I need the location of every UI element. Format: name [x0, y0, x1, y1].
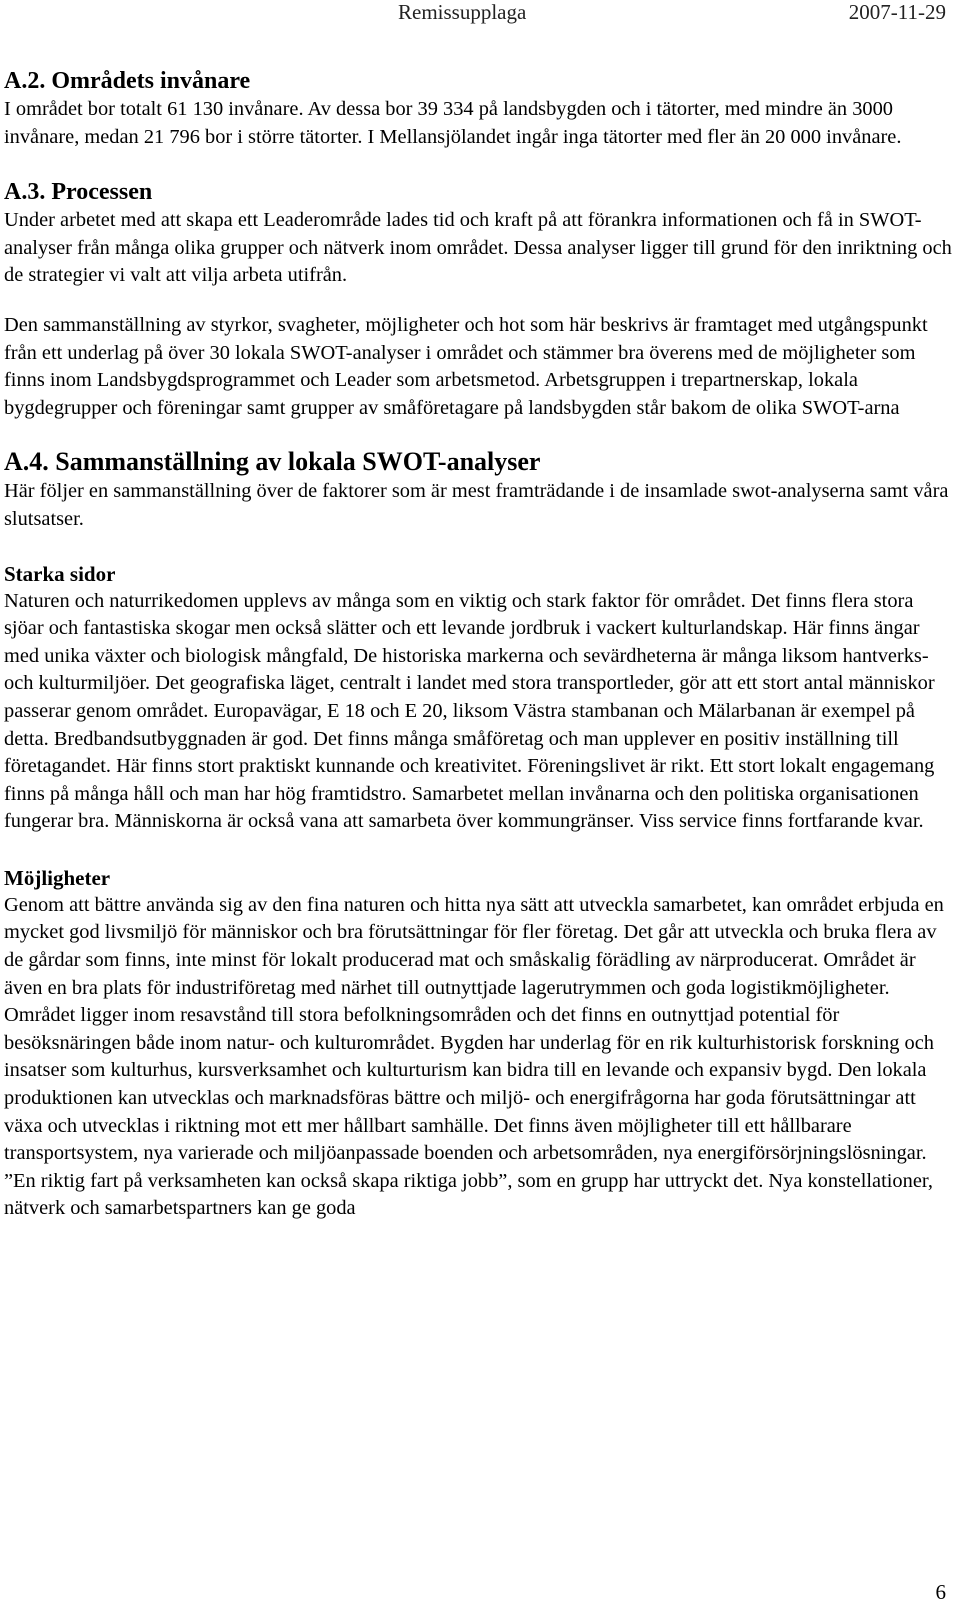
paragraph-process-2: Den sammanställning av styrkor, svagheter, möjligheter och hot som här beskrivs är framtaget med utgångspunkt från ett underlag på över 30 lokala SWOT-analyser i området och stämmer bra överens med de möjligheter som finns inom Landsbygdsprogrammet och Leader som arbetsmetod. Arbetsgruppen i trepartnerskap, lokala bygdegrupper och föreningar samt grupper av småföretagare på landsbygden står bakom de olika SWOT-arna: [4, 313, 928, 419]
document-body: [4, 66, 954, 1223]
header-title: Remissupplaga: [398, 0, 527, 24]
page-header: [0, 0, 960, 30]
paragraph-swot-intro: Här följer en sammanställning över de faktorer som är mest framträdande i de insamlade swot-analyserna samt våra slutsatser.: [4, 480, 949, 530]
header-date: 2007-11-29: [848, 0, 946, 24]
subheading-opportunities: Möjligheter: [4, 865, 111, 890]
paragraph-opportunities: Genom att bättre använda sig av den fina naturen och hitta nya sätt att utveckla samarbetet, kan området erbjuda en mycket god livsmiljö för människor och bra förutsättningar för fler företag. Det går att utveckla och bruka flera av de gårdar som finns, inte minst för lokalt producerad mat och småskalig förädling av närproducerat. Området är även en bra plats för industriföretag med närhet till outnyttjade lagerutrymmen och goda logistikmöjligheter. Området ligger inom resavstånd till stora befolkningsområden och det finns en outnyttjad potential för besöksnäringen både inom natur- och kulturområdet. Bygden har underlag för en rik kulturhistorisk forskning och insatser som kulturhus, kursverksamhet och kulturturism kan bidra till en levande och expansiv bygd. Den lokala produktionen kan utvecklas och marknadsföras bättre och miljö- och energifrågorna har goda förutsättningar att växa och utvecklas i riktning mot ett mer hållbart samhälle. Det finns även möjligheter till ett hållbarare transportsystem, nya varierade och miljöanpassade boenden och arbetsområden, nya energiförsörjningslösningar. ”En riktig fart på verksamheten kan också skapa riktiga jobb”, som en grupp har uttryckt det. Nya konstellationer, nätverk och samarbetspartners kan ge goda: [4, 893, 944, 1220]
paragraph-process-1: Under arbetet med att skapa ett Leaderområde lades tid och kraft på att förankra informationen och få in SWOT-analyser från många olika grupper och nätverk inom området. Dessa analyser ligger till grund för den inriktning och de strategier vi valt att vilja arbeta utifrån.: [4, 209, 952, 287]
paragraph-population: I området bor totalt 61 130 invånare. Av dessa bor 39 334 på landsbygden och i tätorter, med mindre än 3000 invånare, medan 21 796 bor i större tätorter. I Mellansjölandet ingår inga tätorter med fler än 20 000 invånare.: [4, 98, 902, 148]
paragraph-strengths: Naturen och naturrikedomen upplevs av många som en viktig och stark faktor för området. Det finns flera stora sjöar och fantastiska skogar men också slätter och ett levande jordbruk i vackert kulturlandskap. Här finns ängar med unika växter och biologisk mångfald, De historiska markerna och sevärdheterna är många liksom hantverks- och kulturmiljöer. Det geografiska läget, centralt i landet med stora transportleder, gör att ett stort antal människor passerar genom området. Europavägar, E 18 och E 20, liksom Västra stambanan och Mälarbanan är exempel på detta. Bredbandsutbyggnaden är god. Det finns många småföretag och man upplever en positiv inställning till företagandet. Här finns stort praktiskt kunnande och kreativitet. Föreningslivet är rikt. Ett stort lokalt engagemang finns på många håll och man har hög framtidstro. Samarbetet mellan invånarna och den politiska organisationen fungerar bra. Människorna är också vana att samarbeta över kommungränser. Viss service finns fortfarande kvar.: [4, 589, 935, 833]
section-heading-a4: A.4. Sammanställning av lokala SWOT-analyser: [4, 447, 541, 477]
page-number: 6: [935, 1580, 946, 1604]
section-heading-a3: A.3. Processen: [4, 179, 153, 206]
subheading-strengths: Starka sidor: [4, 561, 116, 586]
section-heading-a2: A.2. Områdets invånare: [4, 68, 251, 94]
